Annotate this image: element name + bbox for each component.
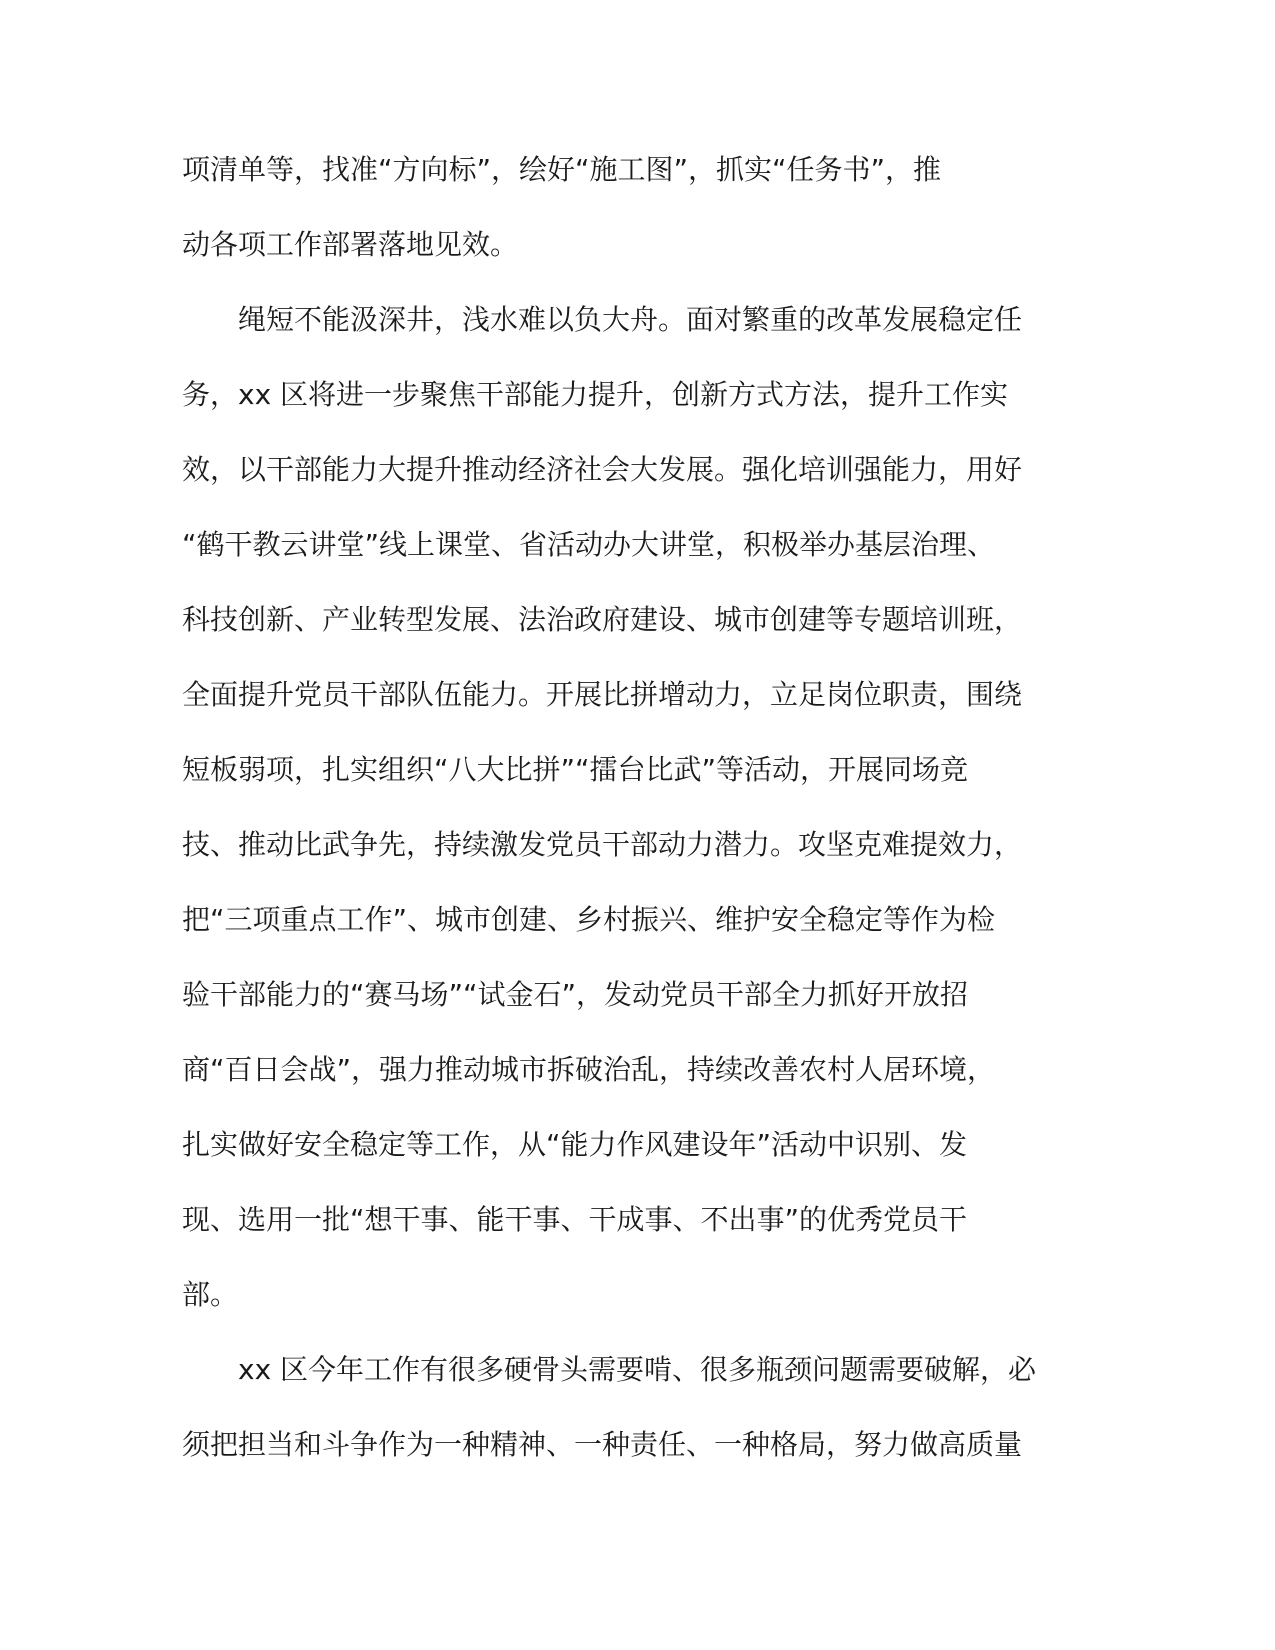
text-line: 绳短不能汲深井，浅水难以负大舟。面对繁重的改革发展稳定任 [238,303,1023,336]
text-line: 效，以干部能力大提升推动经济社会大发展。强化培训强能力，用好 [182,453,1023,486]
text-line: 验干部能力的“赛马场”“试金石”，发动党员干部全力抓好开放招 [182,978,969,1011]
text-line: xx 区今年工作有很多硬骨头需要啃、很多瓶颈问题需要破解，必 [238,1353,1037,1386]
text-line: 项清单等，找准“方向标”，绘好“施工图”，抓实“任务书”，推 [182,153,942,186]
text-line: 扎实做好安全稳定等工作，从“能力作风建设年”活动中识别、发 [182,1128,968,1161]
text-line: 须把担当和斗争作为一种精神、一种责任、一种格局，努力做高质量 [182,1428,1023,1461]
text-line: 科技创新、产业转型发展、法治政府建设、城市创建等专题培训班， [182,603,1023,636]
text-line: 部。 [182,1278,239,1311]
text-line: 务，xx 区将进一步聚焦干部能力提升，创新方式方法，提升工作实 [182,378,1009,411]
text-line: 把“三项重点工作”、城市创建、乡村振兴、维护安全稳定等作为检 [182,903,996,936]
text-line: 商“百日会战”，强力推动城市拆破治乱，持续改善农村人居环境， [182,1053,996,1086]
text-line: 技、推动比武争先，持续激发党员干部动力潜力。攻坚克难提效力， [182,828,1023,861]
text-line: 短板弱项，扎实组织“八大比拼”“擂台比武”等活动，开展同场竞 [182,753,969,786]
text-line: “鹤干教云讲堂”线上课堂、省活动办大讲堂，积极举办基层治理、 [182,528,996,561]
text-line: 动各项工作部署落地见效。 [182,228,519,261]
text-line: 全面提升党员干部队伍能力。开展比拼增动力，立足岗位职责，围绕 [182,678,1023,711]
body-text [182,132,1062,1482]
text-line: 现、选用一批“想干事、能干事、干成事、不出事”的优秀党员干 [182,1203,968,1236]
